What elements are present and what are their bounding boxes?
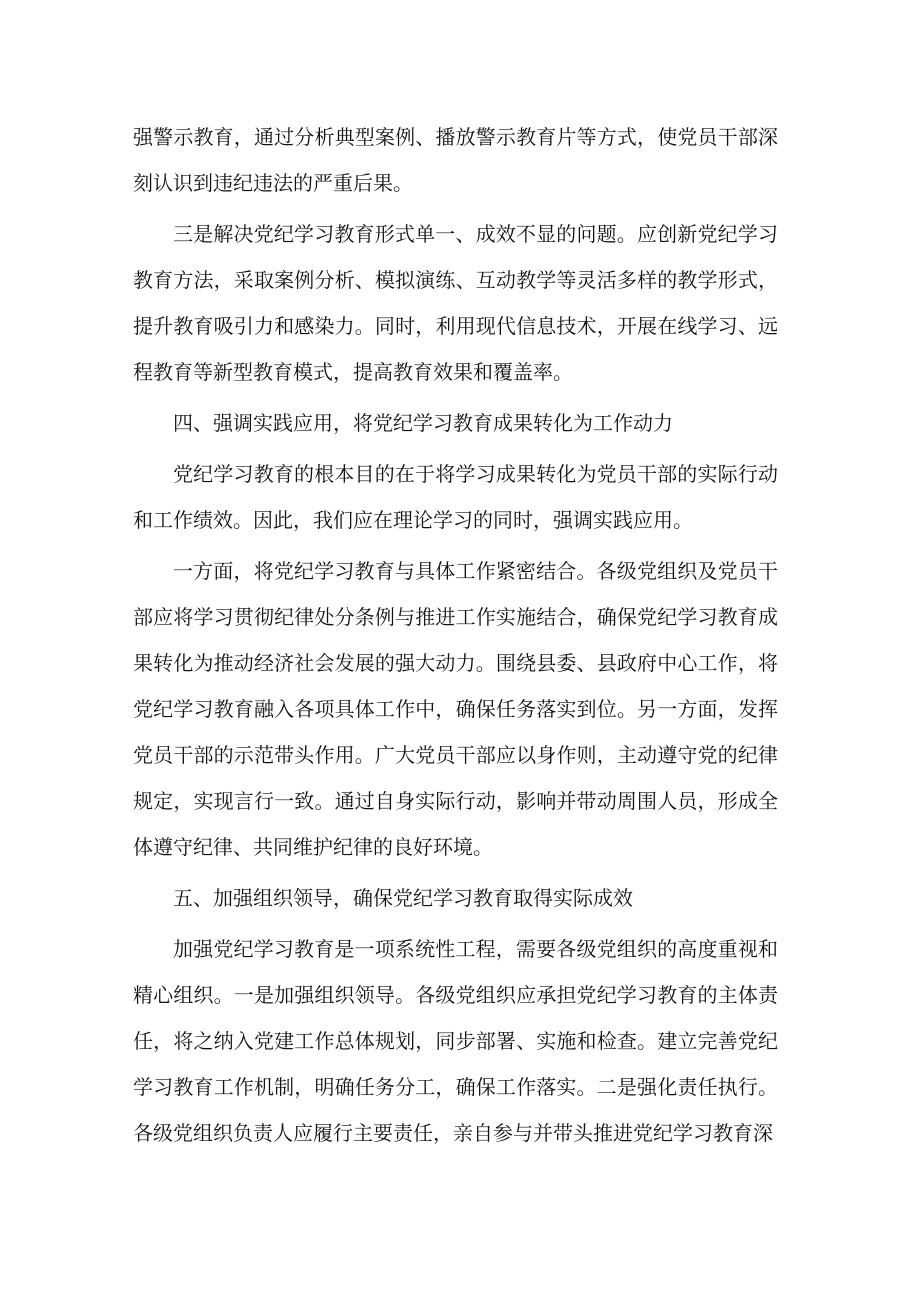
section-heading-five: 五、加强组织领导，确保党纪学习教育取得实际成效 <box>173 886 633 910</box>
paragraph-leadership: 加强党纪学习教育是一项系统性工程，需要各级党组织的高度重视和精心组织。一是加强组织领导。各级党组织应承担党纪学习教育的主体责任，将之纳入党建工作总体规划，同步部署、实施和检查。建立完善党纪学习教育工作机制，明确任务分工，确保工作落实。二是强化责任执行。各级党组织负责人应履行主要责任，亲自参与并带头推进党纪学习教育深 <box>133 937 778 1145</box>
paragraph-continuation: 强警示教育，通过分析典型案例、播放警示教育片等方式，使党员干部深刻认识到违纪违法的严重后果。 <box>133 125 778 195</box>
section-heading-four: 四、强调实践应用，将党纪学习教育成果转化为工作动力 <box>173 411 673 435</box>
paragraph-practice: 一方面，将党纪学习教育与具体工作紧密结合。各级党组织及党员干部应将学习贯彻纪律处分条例与推进工作实施结合，确保党纪学习教育成果转化为推动经济社会发展的强大动力。围绕县委、县政府中心工作，将党纪学习教育融入各项具体工作中，确保任务落实到位。另一方面，发挥党员干部的示范带头作用。广大党员干部应以身作则，主动遵守党的纪律规定，实现言行一致。通过自身实际行动，影响并带动周围人员，形成全体遵守纪律、共同维护纪律的良好环境。 <box>133 559 778 859</box>
paragraph-purpose: 党纪学习教育的根本目的在于将学习成果转化为党员干部的实际行动和工作绩效。因此，我们应在理论学习的同时，强调实践应用。 <box>133 462 778 532</box>
paragraph-third-issue: 三是解决党纪学习教育形式单一、成效不显的问题。应创新党纪学习教育方法，采取案例分析、模拟演练、互动教学等灵活多样的教学形式，提升教育吸引力和感染力。同时，利用现代信息技术，开展在线学习、远程教育等新型教育模式，提高教育效果和覆盖率。 <box>133 222 778 384</box>
document-body <box>133 114 778 1161</box>
